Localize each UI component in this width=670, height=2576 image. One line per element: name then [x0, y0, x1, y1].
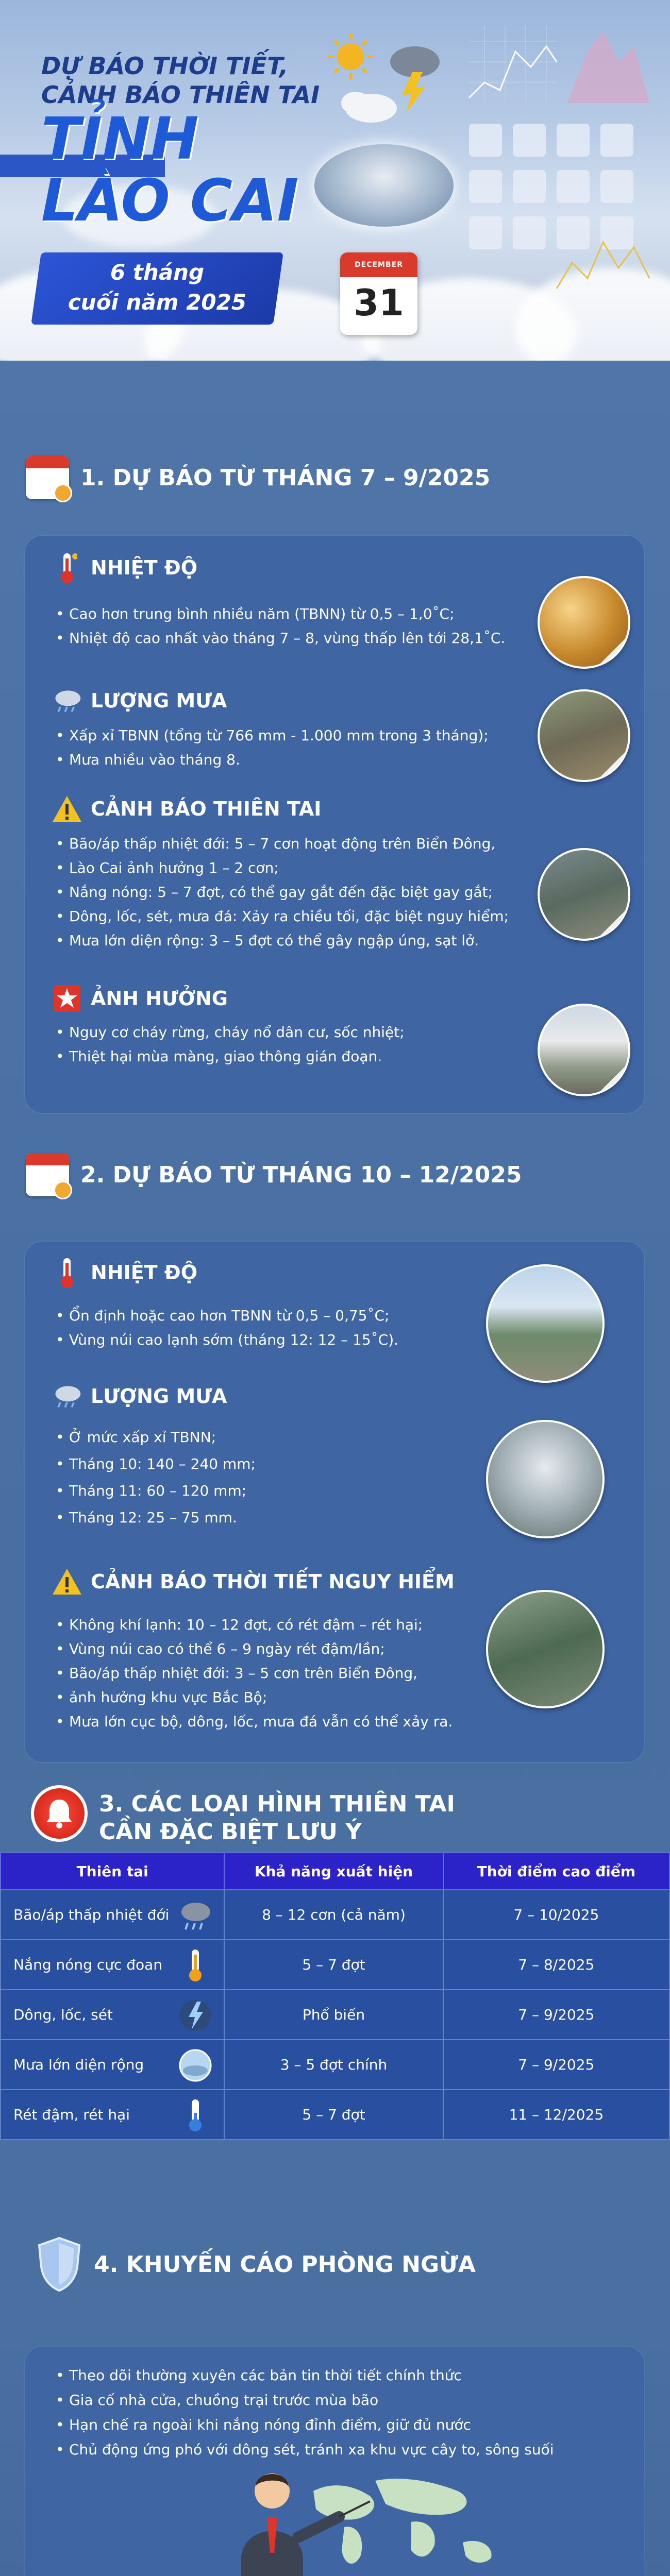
section-2-title	[26, 1153, 522, 1196]
section-4-heading: 4. KHUYẾN CÁO PHÒNG NGỪA	[94, 2251, 476, 2278]
temp-list	[52, 602, 505, 650]
hazard-name-cell	[1, 1890, 224, 1940]
rain-heading-text: LƯỢNG MƯA	[91, 689, 227, 712]
impact-icon	[52, 983, 82, 1014]
hazard-table	[0, 1852, 670, 2140]
chance-cell: 8 – 12 cơn (cả năm)	[224, 1890, 443, 1940]
impact-list	[52, 1020, 405, 1069]
badge-line-2: cuối năm 2025	[68, 290, 247, 315]
calendar-day: 31	[354, 282, 404, 324]
temp-heading	[52, 1257, 197, 1288]
impact-heading	[52, 983, 228, 1014]
warning-heading	[52, 1566, 455, 1597]
calendar-clock-icon	[26, 1153, 69, 1196]
hazard-name-cell	[1, 1940, 224, 1990]
rain-list	[52, 1424, 256, 1531]
landscape-globe-image	[314, 144, 454, 227]
table-row	[1, 1940, 669, 1990]
warning-list	[52, 832, 509, 953]
peak-cell: 7 – 10/2025	[443, 1890, 669, 1940]
thundercloud-icon	[390, 46, 440, 113]
table-row	[1, 1990, 669, 2040]
table-header-row	[1, 1853, 669, 1890]
list-item: • Bão/áp thấp nhiệt đới: 3 – 5 cơn trên Biển Đông,	[52, 1661, 453, 1685]
section-4-title	[36, 2236, 476, 2293]
column-header: Khả năng xuất hiện	[224, 1853, 443, 1890]
column-header: Thời điểm cao điểm	[443, 1853, 669, 1890]
warning-heading	[52, 793, 321, 824]
list-item-continued	[52, 1685, 453, 1709]
list-item: • Tháng 11: 60 – 120 mm;	[52, 1478, 256, 1504]
list-item: • Tháng 12: 25 – 75 mm.	[52, 1504, 256, 1531]
list-item: • Vùng núi cao có thể 6 – 9 ngày rét đậm/lần;	[52, 1637, 453, 1661]
header-kicker	[41, 52, 320, 109]
temp-heading-text: NHIỆT ĐỘ	[91, 1261, 197, 1284]
calendar-clock-icon	[26, 456, 69, 499]
cloud-icon	[341, 92, 397, 123]
flood-photo	[538, 689, 630, 782]
hazard-name: Nắng nóng cực đoan	[13, 1956, 163, 1973]
list-item: • Theo dõi thường xuyên các bản tin thời tiết chính thức	[52, 2363, 554, 2388]
weather-icons-cluster	[325, 31, 443, 134]
hazard-name: Dông, lốc, sét	[13, 2006, 113, 2023]
warning-list	[52, 1613, 453, 1734]
title-line-2: LÀO CAI	[41, 167, 299, 234]
alarm-bell-icon	[31, 1785, 88, 1842]
list-item: • Tháng 10: 140 – 240 mm;	[52, 1451, 256, 1478]
section-2-card	[25, 1242, 644, 1762]
title-line-1: TỈNH	[41, 106, 199, 173]
list-item: • Vùng núi cao lạnh sớm (tháng 12: 12 – 15˚C).	[52, 1328, 398, 1352]
cold-thermometer-icon	[177, 2097, 213, 2133]
hazard-name: Bão/áp thấp nhiệt đới	[13, 1906, 170, 1923]
list-item: • Mưa lớn cục bộ, dông, lốc, mưa đá vẫn có thể xảy ra.	[52, 1709, 453, 1734]
hot-thermometer-icon	[177, 1947, 213, 1984]
list-item-text: ảnh hưởng khu vực Bắc Bộ;	[69, 1689, 267, 1706]
list-item: • Cao hơn trung bình nhiều năm (TBNN) từ 0,5 – 1,0˚C;	[52, 602, 505, 626]
section-1-title	[26, 456, 490, 499]
list-item: • Không khí lạnh: 10 – 12 đợt, có rét đậm – rét hại;	[52, 1613, 453, 1637]
list-item-continued	[52, 856, 509, 880]
lightning-icon	[177, 1997, 213, 2033]
list-item: • Mưa nhiều vào tháng 8.	[52, 748, 489, 772]
chance-cell: 3 – 5 đợt chính	[224, 2040, 443, 2090]
weather-dashboard-graphic	[464, 21, 655, 309]
badge-line-1: 6 tháng	[110, 260, 205, 285]
rain-heading	[52, 1381, 227, 1412]
list-item-text: Lào Cai ảnh hưởng 1 – 2 cơn;	[69, 859, 279, 876]
list-item: • Nắng nóng: 5 – 7 đợt, có thể gay gắt đến đặc biệt gay gắt;	[52, 880, 509, 904]
calendar-month: DECEMBER	[340, 252, 417, 277]
header-title	[41, 108, 298, 232]
rain-heading-text: LƯỢNG MƯA	[91, 1385, 227, 1408]
hazard-name-cell	[1, 2040, 224, 2090]
warning-heading-text: CẢNH BÁO THIÊN TAI	[91, 798, 322, 820]
chance-cell: 5 – 7 đợt	[224, 2090, 443, 2140]
table-row	[1, 2040, 669, 2090]
section-1-heading: 1. DỰ BÁO TỪ THÁNG 7 – 9/2025	[80, 464, 491, 491]
column-header: Thiên tai	[1, 1853, 224, 1890]
peak-cell: 7 – 9/2025	[443, 1990, 669, 2040]
kicker-line-2: CẢNH BÁO THIÊN TAI	[41, 81, 320, 109]
thermometer-icon	[52, 552, 82, 583]
warning-heading-text: CẢNH BÁO THỜI TIẾT NGUY HIỂM	[91, 1570, 455, 1593]
table-row	[1, 2090, 669, 2140]
chance-cell: 5 – 7 đợt	[224, 1940, 443, 1990]
table-row	[1, 1890, 669, 1940]
kicker-line-1: DỰ BÁO THỜI TIẾT,	[41, 52, 289, 80]
list-item: • Hạn chế ra ngoài khi nắng nóng đỉnh điểm, giữ đủ nước	[52, 2413, 554, 2437]
section-4-card	[25, 2347, 644, 2576]
list-item: • Bão/áp thấp nhiệt đới: 5 – 7 cơn hoạt động trên Biển Đông,	[52, 832, 509, 856]
warning-icon	[52, 793, 82, 824]
rain-cloud-icon	[52, 1381, 82, 1412]
hazard-name-cell	[1, 2090, 224, 2140]
thermometer-icon	[52, 1257, 82, 1288]
list-item: • Mưa lớn diện rộng: 3 – 5 đợt có thể gây ngập úng, sạt lở.	[52, 928, 509, 953]
weather-presenter-illustration	[215, 2460, 514, 2576]
list-item: • Ổn định hoặc cao hơn TBNN từ 0,5 – 0,75˚C;	[52, 1303, 398, 1328]
list-item: • Nguy cơ cháy rừng, cháy nổ dân cư, sốc nhiệt;	[52, 1020, 405, 1044]
temp-heading	[52, 552, 197, 583]
calendar-icon	[340, 252, 417, 335]
rain-drop-icon	[177, 2047, 213, 2083]
flooded-street-photo	[538, 1004, 630, 1096]
list-item: • Chủ động ứng phó với dông sét, tránh xa khu vực cây to, sông suối	[52, 2437, 554, 2462]
rain-heading	[52, 685, 227, 716]
section-2-heading: 2. DỰ BÁO TỪ THÁNG 10 – 12/2025	[80, 1161, 522, 1188]
section-3-title	[31, 1790, 455, 1846]
list-item: • Dông, lốc, sét, mưa đá: Xảy ra chiều tối, đặc biệt nguy hiểm;	[52, 904, 509, 928]
hazard-name: Rét đậm, rét hại	[13, 2106, 130, 2123]
list-item: • Thiệt hại mùa màng, giao thông gián đoạn.	[52, 1044, 405, 1069]
misty-forest-photo	[486, 1420, 605, 1538]
impact-heading-text: ẢNH HƯỞNG	[91, 987, 228, 1010]
shield-icon	[36, 2236, 82, 2293]
temp-list	[52, 1303, 398, 1352]
prevention-list	[52, 2363, 554, 2462]
hazard-name: Mưa lớn diện rộng	[13, 2056, 144, 2073]
list-item: • Ở mức xấp xỉ TBNN;	[52, 1424, 256, 1451]
rain-cloud-icon	[52, 685, 82, 716]
hero-header	[0, 0, 670, 361]
chance-cell: Phổ biến	[224, 1990, 443, 2040]
sun-icon	[328, 34, 373, 79]
peak-cell: 7 – 8/2025	[443, 1940, 669, 1990]
storm-cloud-icon	[177, 1897, 213, 1934]
warning-icon	[52, 1566, 82, 1597]
list-item: • Gia cố nhà cửa, chuồng trại trước mùa bão	[52, 2388, 554, 2413]
list-item: • Xấp xỉ TBNN (tổng từ 766 mm - 1.000 mm trong 3 tháng);	[52, 723, 489, 748]
list-item: • Nhiệt độ cao nhất vào tháng 7 – 8, vùng thấp lên tới 28,1˚C.	[52, 626, 505, 650]
period-badge	[36, 258, 278, 317]
temp-heading-text: NHIỆT ĐỘ	[91, 556, 197, 579]
peak-cell: 7 – 9/2025	[443, 2040, 669, 2090]
section-3-heading	[99, 1790, 455, 1846]
section-3-heading-line-1: 3. CÁC LOẠI HÌNH THIÊN TAI	[99, 1791, 455, 1817]
hazard-name-cell	[1, 1990, 224, 2040]
rain-list	[52, 723, 489, 772]
section-1-card	[25, 536, 644, 1113]
section-3-heading-line-2: CẦN ĐẶC BIỆT LƯU Ý	[99, 1819, 362, 1845]
landslide-photo	[538, 848, 630, 941]
peak-cell: 11 – 12/2025	[443, 2090, 669, 2140]
town-view-photo	[486, 1264, 605, 1383]
hot-sun-photo	[538, 576, 630, 669]
storm-trees-photo	[486, 1590, 605, 1708]
